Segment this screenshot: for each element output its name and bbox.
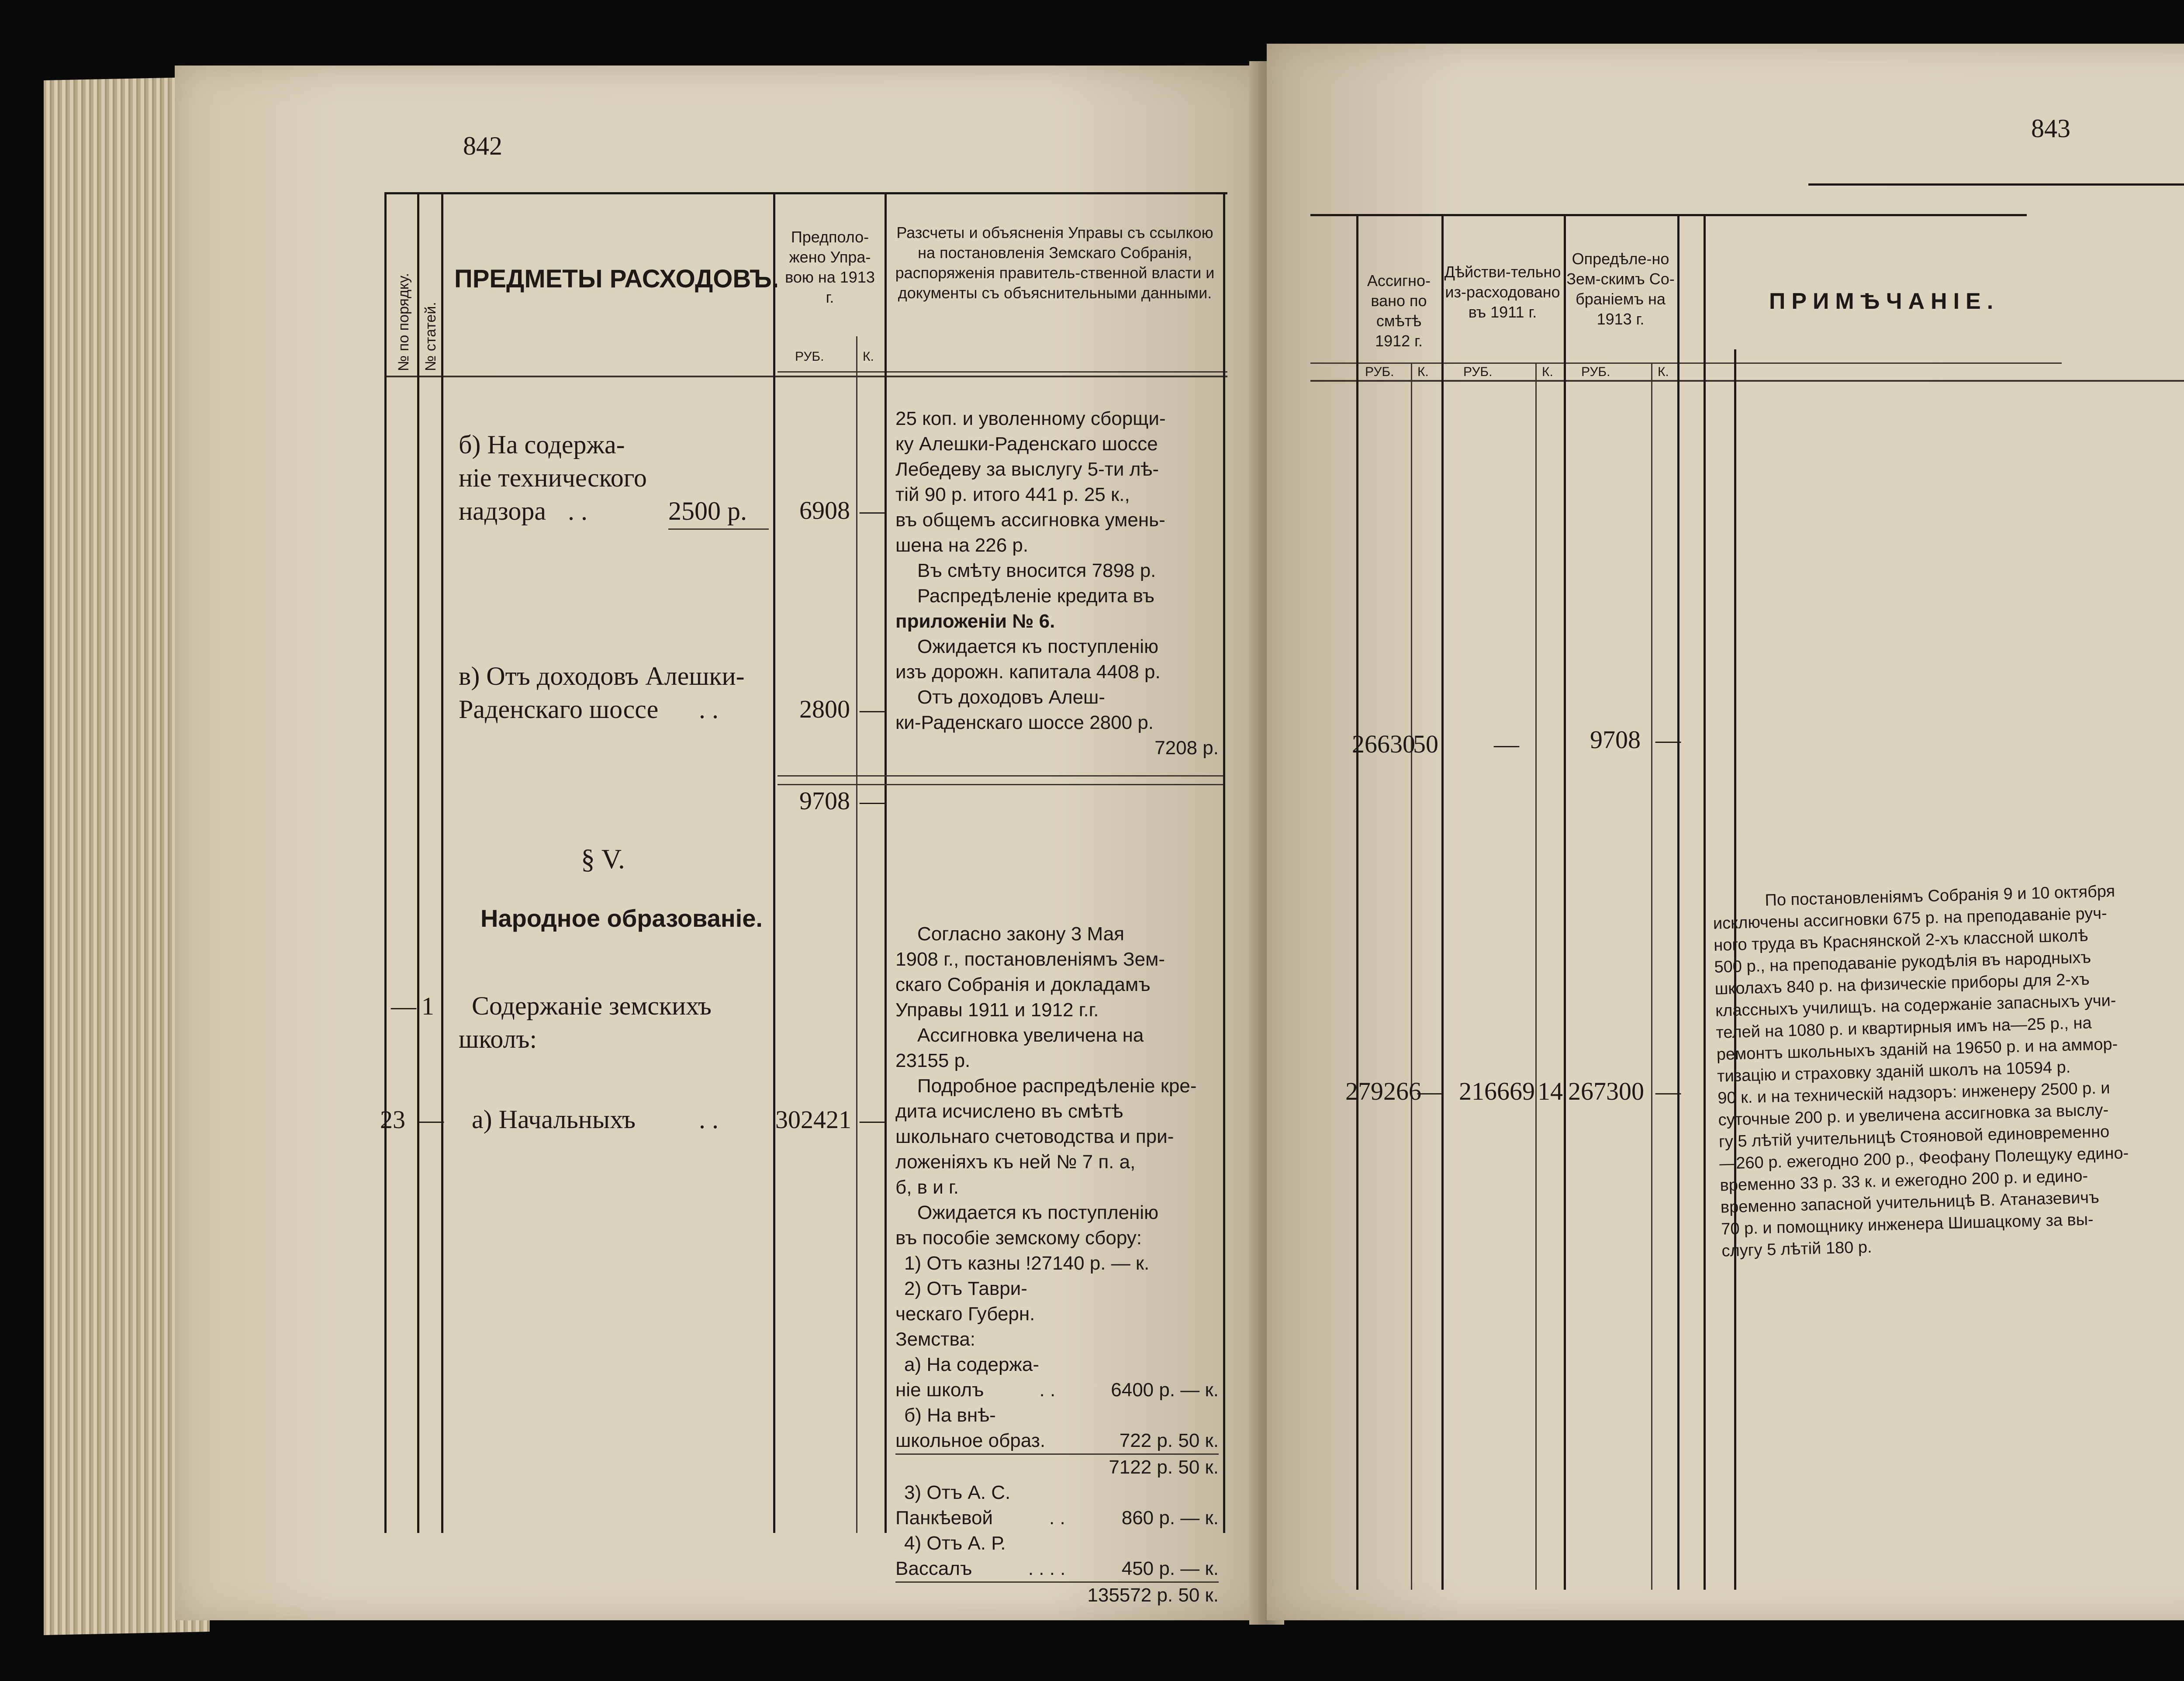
row2-label: а) Начальныхъ [472,1105,636,1134]
row2-order: 23 [380,1105,405,1134]
calc-block-1: 25 коп. и уволенному сборщи- ку Алешки-Раденскаго шоссе Лебедеву за выслугу 5-ти лѣ- тій 90 р. итого 441 р. 25 к., въ общемъ ассигновка умень- шена на 226 р. Въ смѣту вносится 7898 р. Распредѣленіе кредита въ приложеніи № 6. Ожидается къ поступленію изъ дорожн. капитала 4408 р. Отъ доходовъ Алеш- ки-Раденскаго шоссе 2800 р. 7208 р. [895,408,1219,759]
header-col-note: ПРИМѢЧАНІЕ. [1769,289,2000,314]
item-b-line3: надзора [459,497,546,525]
unit-rub: РУБ. [795,349,824,364]
value-sum: 9708 [799,787,850,815]
left-page: 842 № по порядку. № статей. ПРЕДМЕТЫ РАСХОДОВЪ. Предполо-жено Упра-вою на 1913 г. Разсчеты и объясненія Управы съ ссылкою на постановленія Земскаго Собранія, распоряженія правитель-ственной власти и документы съ объяснительными данными. РУБ. К. б) На содержа- ніе технического надзора . . 2500 р. 6908 — в) Отъ доходовъ Алешки- Раденскаго шоссе . . 2800 — 9708 — § V. Народное образованіе. — 1 Содержаніе земскихъ школъ: 23 — а) Начальныхъ . . 302421 — 25 коп. и уволенному сборщи- ку Алешки-Раденскаго шоссе Лебедеву за выслугу 5-ти лѣ- тій 90 р. итого 441 р. 25 к., въ общемъ ассигновка умень- шена на 226 р. Въ смѣту вносится 7898 р. Распредѣленіе кредита въ приложеніи № 6. Ожидается къ поступленію изъ дорожн. капитала 4408 р. Отъ доходовъ Алеш- ки-Раденскаго шоссе 2800 р. 7208 р. Согласно закону 3 Мая 1908 г., постановленіямъ Зем- скаго Собранія и докладамъ Управы 1911 и 1912 г.г. Ассигновка увеличена на 23155 р. Подробное распредѣленіе кре- дита исчислено въ смѣтѣ школьнаго счетоводства и при- ложеніяхъ къ ней № 7 п. а, б, в и г. Ожидается къ поступленію въ пособіе земскому сбору: 1) Отъ казны !27140 р. — к. 2) Отъ Таври- ческаго Губерн. Земства: а) На содержа- ніе школъ . . 6400 р. — к. б) На внѣ- школьное образ. 722 р. 50 к. 7122 р. 50 к. 3) Отъ А. С. Панкѣевой . . 860 р. — к. 4) Отъ А. Р. Вассалъ . . . . 450 р. — к. 135572 р. 50 к. [175,66,1267,1620]
r2-spent-kop: 14 [1538,1077,1563,1105]
page-number: 843 [2031,114,2070,143]
item-v-line1: в) Отъ доходовъ Алешки- [459,662,745,690]
right-page: 843 Ассигно-вано по смѣтѣ 1912 г. Дѣйстви-тельно из-расходовано въ 1911 г. Опредѣле-но Зем-скимъ Со-браніемъ на 1913 г. ПРИМѢЧАНІЕ. РУБ. К. РУБ. К. РУБ. К. 26630 50 — 9708 — 279266 — 216669 14 267300 — По постановленіямъ Собранія 9 и 10 октября исключены ассигновки 675 р. на преподаваніе руч- ного труда въ Краснянской 2-хъ классной школѣ 500 р., на преподаваніе рукодѣлія въ народныхъ школахъ 840 р. на физическіе приборы для 2-хъ классныхъ училищъ. на содержаніе запасныхъ учи- телей на 1080 р. и квартирныя имъ на—25 р., на ремонтъ школьныхъ зданій на 19650 р. и на аммор- тизацію и страховку зданій школъ на 10594 р. 90 к. и на техническій надзоръ: инженеру 2500 р. и суточные 200 р. и увеличена ассигновка за выслу- гу 5 лѣтій учительницѣ Стояновой единовременно —260 р. ежегодно 200 р., Феофану Полещуку едино- временно 33 р. 33 к. и ежегодно 200 р. и едино- временно запасной учительницѣ В. Атаназевичъ 70 р. и помощнику инженера Шишацкому за вы- слугу 5 лѣтій 180 р. [1267,44,2184,1620]
item-b-amount: 2500 р. [668,497,747,525]
header-col-spent: Дѣйстви-тельно из-расходовано въ 1911 г. [1444,263,1561,321]
item-v-line2: Раденскаго шоссе [459,695,659,724]
row1-article: 1 [422,992,434,1020]
header-col-items: ПРЕДМЕТЫ РАСХОДОВЪ. [454,265,779,293]
header-col-article: № статей. [422,302,439,371]
row1-line1: Содержаніе земскихъ [472,991,712,1020]
header-col-assigned: Ассигно-вано по смѣтѣ 1912 г. [1367,272,1431,350]
item-b-line2: ніе технического [459,463,647,492]
header-col-order: № по порядку. [395,273,412,371]
section-mark: § V. [581,843,625,874]
unit-kop: К. [863,349,874,364]
r2-spent: 216669 [1459,1077,1535,1105]
page-number: 842 [463,131,502,160]
r2-assigned: 279266 [1345,1077,1421,1105]
r1-assigned-kop: 50 [1413,730,1438,758]
header-bottom-rule [384,376,1227,377]
row2-value: 302421 [775,1105,851,1134]
table-top-rule [384,192,1227,194]
item-b-line1: б) На содержа- [459,430,625,459]
value-b: 6908 [799,496,850,525]
note-text: По постановленіямъ Собранія 9 и 10 октября исключены ассигновки 675 р. на преподаваніе руч- ного труда въ Краснянской 2-хъ классной школѣ 500 р., на преподаваніе рукодѣлія въ народныхъ школахъ 840 р. на физическіе приборы для 2-хъ классныхъ училищъ. на содержаніе запасныхъ учи- телей на 1080 р. и квартирныя имъ на—25 р., на ремонтъ школьныхъ зданій на 19650 р. и на аммор- тизацію и страховку зданій школъ на 10594 р. 90 к. и на техническій надзоръ: инженеру 2500 р. и суточные 200 р. и увеличена ассигновка за выслу- гу 5 лѣтій учительницѣ Стояновой единовременно —260 р. ежегодно 200 р., Феофану Полещуку едино- временно 33 р. 33 к. и ежегодно 200 р. и едино- временно запасной учительницѣ В. Атаназевичъ 70 р. и помощнику инженера Шишацкому за вы- слугу 5 лѣтій 180 р. [1713,882,2129,1260]
calc-block-2: Согласно закону 3 Мая 1908 г., постановленіямъ Зем- скаго Собранія и докладамъ Управы 1911 и 1912 г.г. Ассигновка увеличена на 23155 р. Подробное распредѣленіе кре- дита исчислено въ смѣтѣ школьнаго счетоводства и при- ложеніяхъ къ ней № 7 п. а, б, в и г. Ожидается къ поступленію въ пособіе земскому сбору: 1) Отъ казны !27140 р. — к. 2) Отъ Таври- ческаго Губерн. Земства: а) На содержа- ніе школъ . . 6400 р. — к. б) На внѣ- школьное образ. 722 р. 50 к. 7122 р. 50 к. 3) Отъ А. С. Панкѣевой . . 860 р. — к. 4) Отъ А. Р. Вассалъ . . . . 450 р. — к. 135572 р. 50 к. [895,923,1219,1606]
r1-defined: 9708 [1590,725,1641,754]
value-v: 2800 [799,695,850,723]
header-col-calc: Разсчеты и объясненія Управы съ ссылкою на постановленія Земскаго Собранія, распоряженія правитель-ственной власти и документы съ объяснительными данными. [895,224,1215,302]
r2-defined: 267300 [1568,1077,1644,1105]
header-col-proposed: Предполо-жено Упра-вою на 1913 г. [785,228,875,306]
section-title: Народное образованіе. [480,904,763,932]
r1-assigned: 26630 [1352,730,1415,758]
header-col-defined: Опредѣле-но Зем-скимъ Со-браніемъ на 1913 г. [1566,250,1675,328]
row1-line2: школъ: [459,1025,537,1053]
